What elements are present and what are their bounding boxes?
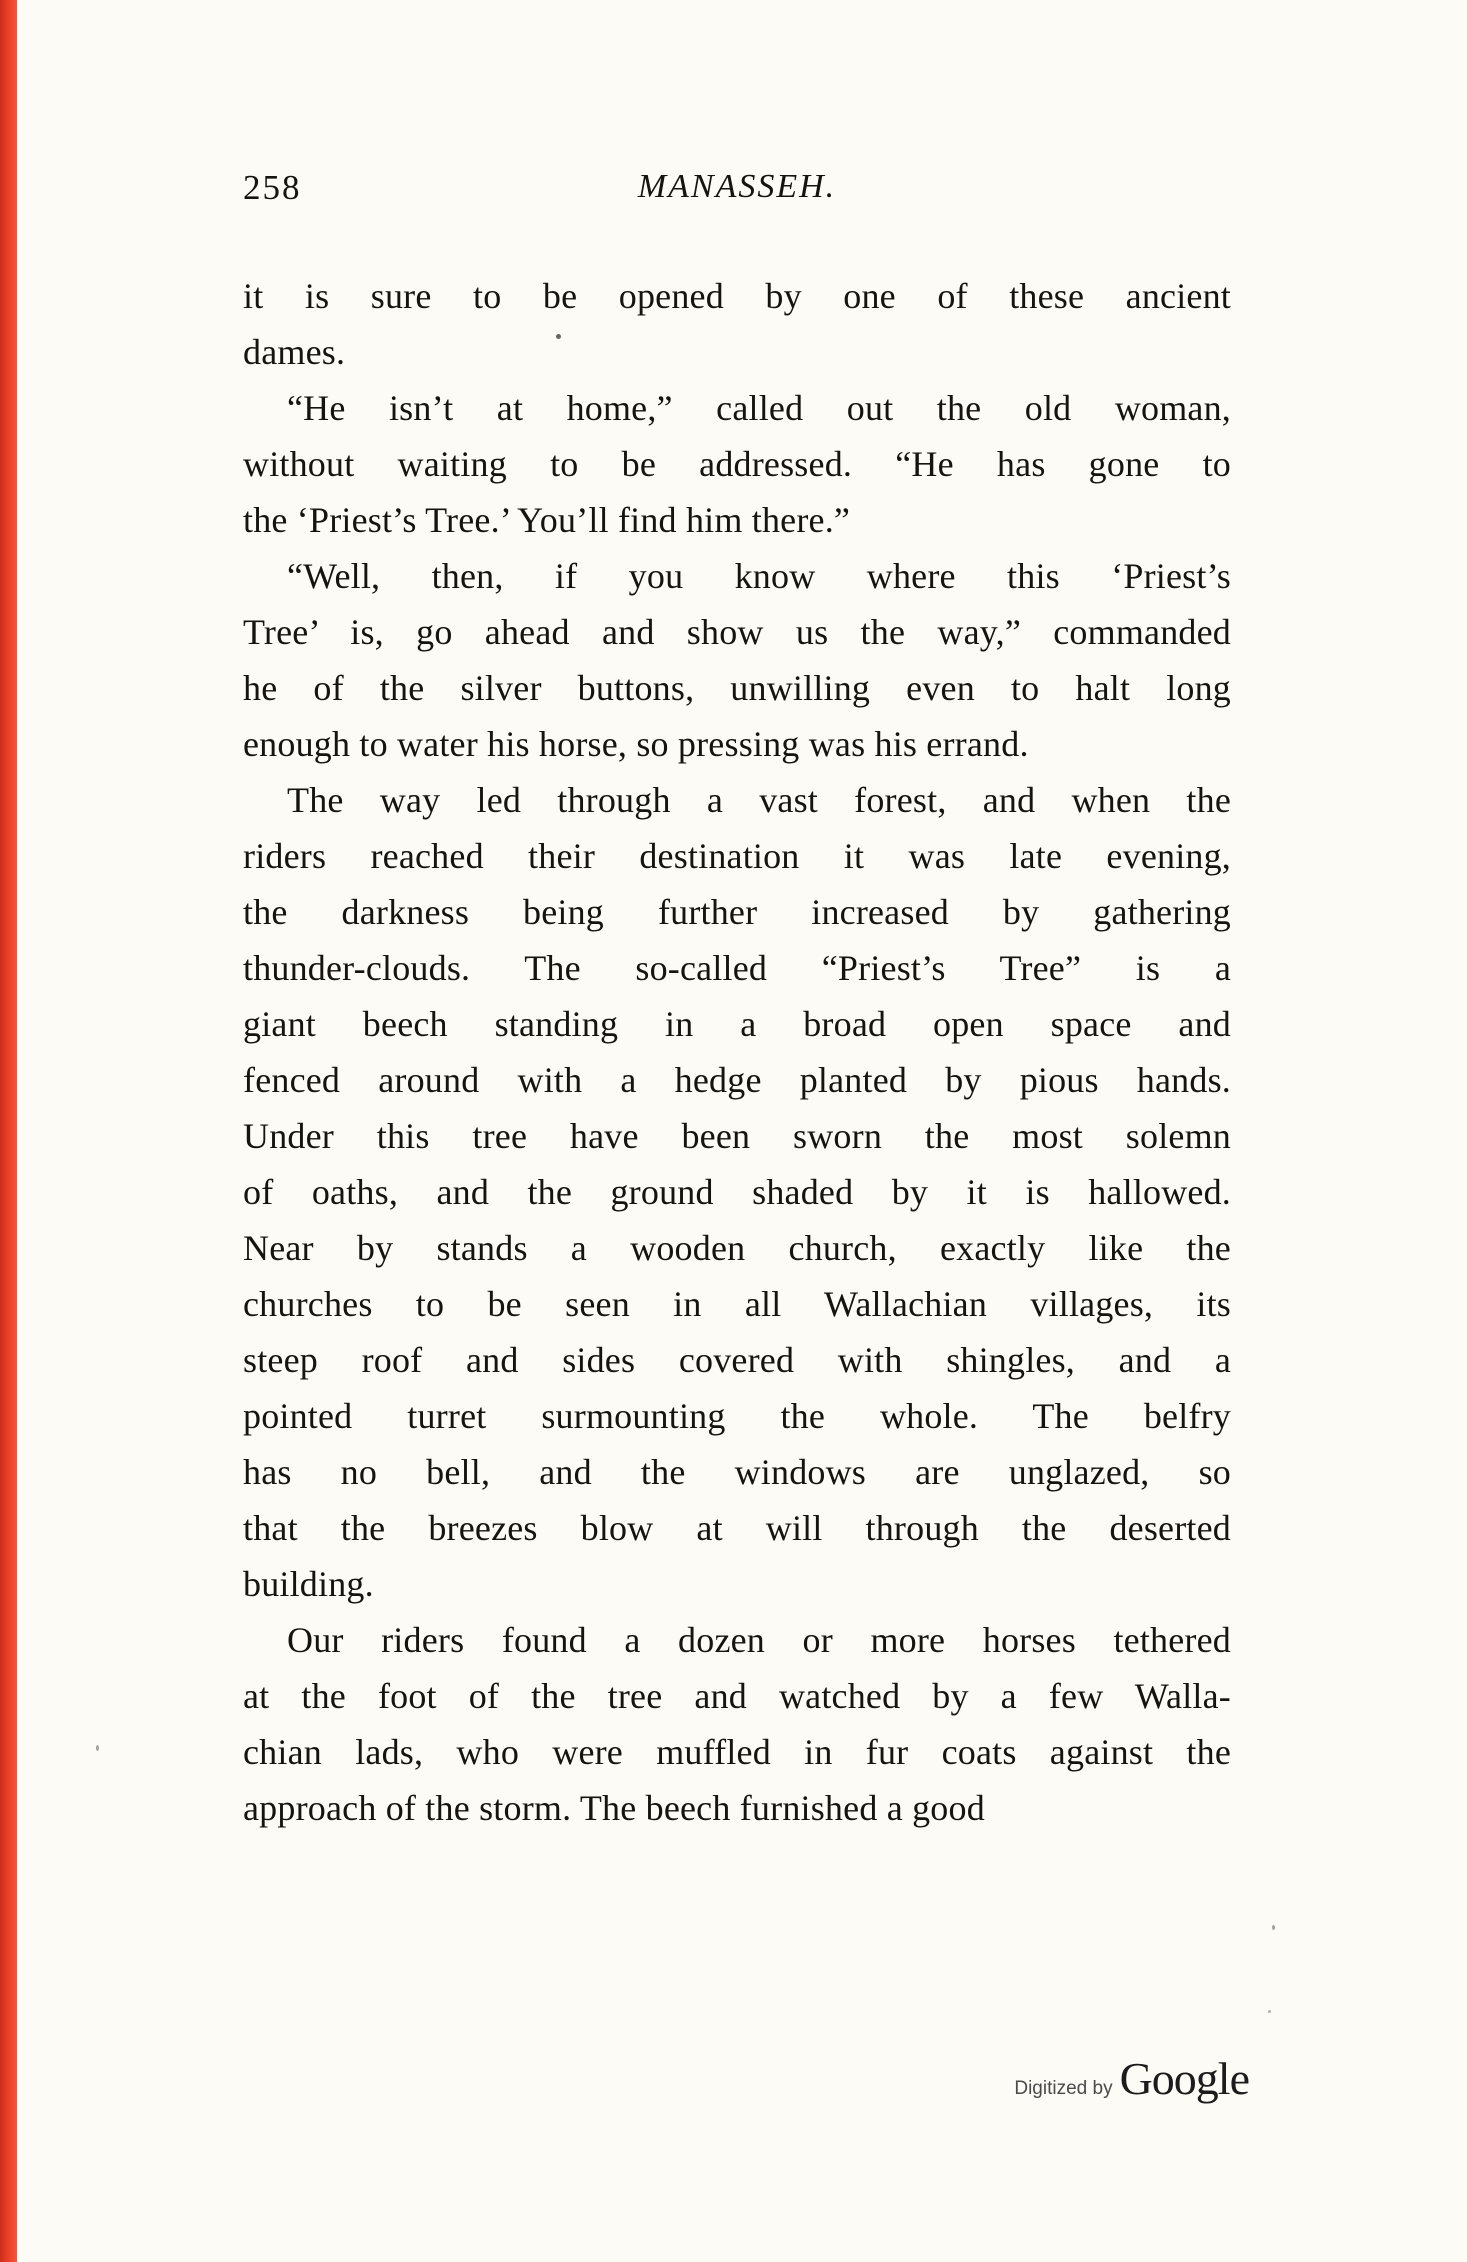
text-line: steep roof and sides covered with shingles, and a — [243, 1340, 1231, 1380]
scan-speck — [96, 1745, 99, 1751]
digitized-by-stamp — [1014, 2052, 1249, 2105]
text-line: at the foot of the tree and watched by a few Walla- — [243, 1676, 1231, 1716]
text-line: Our riders found a dozen or more horses tethered — [287, 1620, 1231, 1660]
text-line: riders reached their destination it was late evening, — [243, 836, 1231, 876]
text-line: Tree’ is, go ahead and show us the way,” commanded — [243, 612, 1231, 652]
text-line: approach of the storm. The beech furnished a good — [243, 1788, 985, 1828]
text-line: “Well, then, if you know where this ‘Priest’s — [287, 556, 1231, 596]
google-logo: Google — [1119, 2053, 1249, 2104]
text-line: thunder-clouds. The so-called “Priest’s Tree” is a — [243, 948, 1231, 988]
text-line: he of the silver buttons, unwilling even to halt long — [243, 668, 1231, 708]
digitized-by-label: Digitized by — [1014, 2078, 1113, 2099]
scan-speck — [1272, 1925, 1275, 1930]
text-line: chian lads, who were muffled in fur coats against the — [243, 1732, 1231, 1772]
text-line: that the breezes blow at will through the deserted — [243, 1508, 1231, 1548]
scan-speck — [556, 334, 561, 339]
text-line: churches to be seen in all Wallachian villages, its — [243, 1284, 1231, 1324]
text-line: of oaths, and the ground shaded by it is hallowed. — [243, 1172, 1231, 1212]
page-number: 258 — [243, 168, 302, 207]
scan-speck — [1268, 2010, 1271, 2013]
text-line: giant beech standing in a broad open space and — [243, 1004, 1231, 1044]
text-line: Under this tree have been sworn the most solemn — [243, 1116, 1231, 1156]
page-body-text — [243, 268, 1231, 1836]
text-line: enough to water his horse, so pressing was his errand. — [243, 724, 1029, 764]
text-line: The way led through a vast forest, and when the — [287, 780, 1231, 820]
text-line: Near by stands a wooden church, exactly like the — [243, 1228, 1231, 1268]
text-line: the ‘Priest’s Tree.’ You’ll find him there.” — [243, 500, 851, 540]
text-line: building. — [243, 1564, 374, 1604]
text-line: “He isn’t at home,” called out the old woman, — [287, 388, 1231, 428]
page-header — [243, 168, 1231, 216]
text-line: the darkness being further increased by gathering — [243, 892, 1231, 932]
text-line: has no bell, and the windows are unglazed, so — [243, 1452, 1231, 1492]
text-line: dames. — [243, 332, 346, 372]
running-title: MANASSEH. — [637, 168, 837, 205]
text-line: without waiting to be addressed. “He has gone to — [243, 444, 1231, 484]
text-line: it is sure to be opened by one of these ancient — [243, 276, 1231, 316]
text-line: fenced around with a hedge planted by pious hands. — [243, 1060, 1231, 1100]
text-line: pointed turret surmounting the whole. The belfry — [243, 1396, 1231, 1436]
